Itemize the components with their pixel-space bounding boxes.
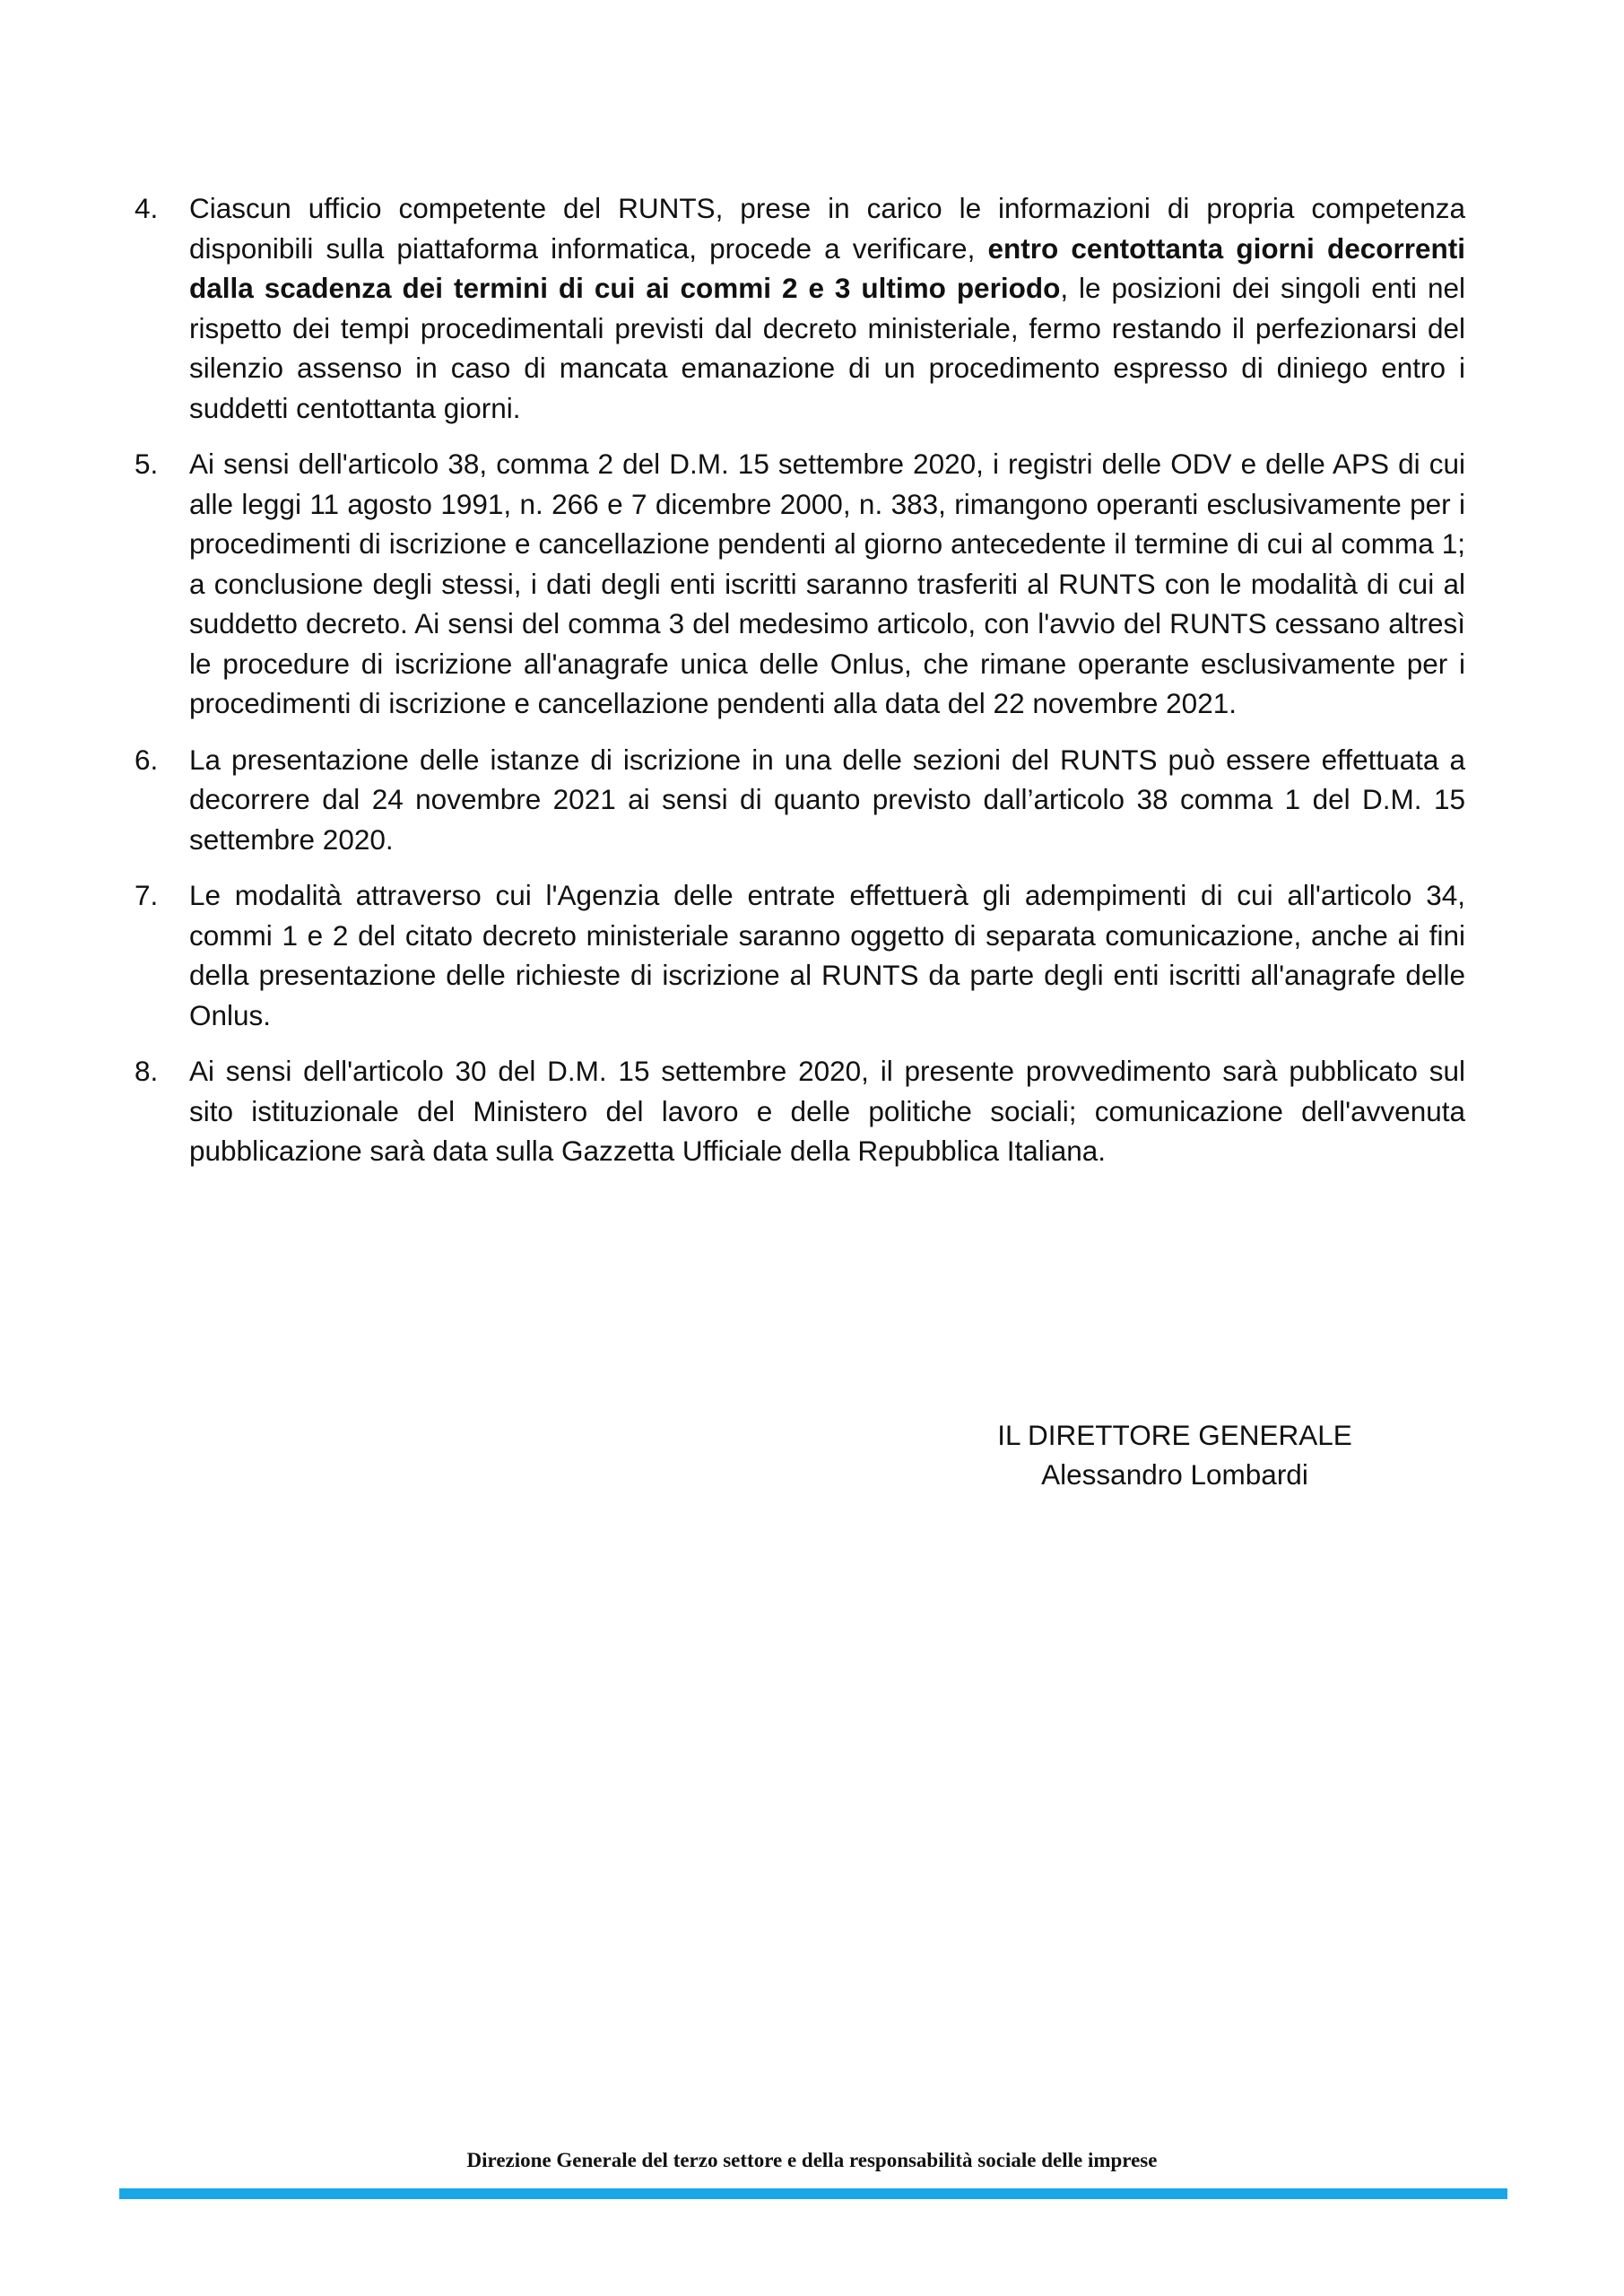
item-text-part: , le posizioni dei singoli enti nel rispetto dei tempi procedimentali previsti dal decreto ministeriale, fermo restando il perfezionarsi del silenzio assenso in caso di mancata emanazione di un procedimento espresso di diniego entro i suddetti centottanta giorni. (189, 272, 1465, 424)
item-number: 7. (135, 879, 159, 911)
footer-bar (119, 2188, 1507, 2199)
signature-block (995, 1415, 1354, 1494)
item-text-emphasis: entro centottanta giorni decorrenti dalla scadenza dei termini di cui ai commi 2 e 3 ultimo periodo (189, 231, 1466, 304)
item-text (189, 188, 1465, 428)
list-item (135, 444, 1465, 724)
item-number: 8. (135, 1055, 159, 1087)
item-text: La presentazione delle istanze di iscrizione in una delle sezioni del RUNTS può essere effettuata a decorrere dal 24 novembre 2021 ai sensi di quanto previsto dall’articolo 38 comma 1 del D.M. 15 settembre 2020. (189, 743, 1465, 856)
item-number: 6. (135, 743, 159, 776)
list-item (135, 188, 1465, 428)
list-item (135, 875, 1465, 1035)
footer-text: Direzione Generale del terzo settore e della responsabilità sociale delle imprese (466, 2149, 1158, 2171)
item-number: 4. (135, 192, 159, 224)
item-text-part: Ciascun ufficio competente del RUNTS, prese in carico le informazioni di propria competenza disponibili sulla piattaforma informatica, procede a verificare, (189, 192, 1465, 265)
item-number: 5. (135, 448, 159, 480)
list-item (135, 1051, 1465, 1171)
item-text: Le modalità attraverso cui l'Agenzia delle entrate effettuerà gli adempimenti di cui all'articolo 34, commi 1 e 2 del citato decreto ministeriale saranno oggetto di separata comunicazione, anche ai fini della presentazione delle richieste di iscrizione al RUNTS da parte degli enti iscritti all'anagrafe delle Onlus. (189, 879, 1465, 1031)
list-item (135, 740, 1465, 860)
item-text: Ai sensi dell'articolo 30 del D.M. 15 settembre 2020, il presente provvedimento sarà pubblicato sul sito istituzionale del Ministero del lavoro e delle politiche sociali; comunicazione dell'avvenuta pubblicazione sarà data sulla Gazzetta Ufficiale della Repubblica Italiana. (189, 1055, 1465, 1167)
signature-title: IL DIRETTORE GENERALE (997, 1419, 1352, 1451)
signature-name: Alessandro Lombardi (1041, 1458, 1308, 1491)
document-body (135, 188, 1465, 1187)
item-text: Ai sensi dell'articolo 38, comma 2 del D.M. 15 settembre 2020, i registri delle ODV e delle APS di cui alle leggi 11 agosto 1991, n. 266 e 7 dicembre 2000, n. 383, rimangono operanti esclusivamente per i procedimenti di iscrizione e cancellazione pendenti al giorno antecedente il termine di cui al comma 1; a conclusione degli stessi, i dati degli enti iscritti saranno trasferiti al RUNTS con le modalità di cui al suddetto decreto. Ai sensi del comma 3 del medesimo articolo, con l'avvio del RUNTS cessano altresì le procedure di iscrizione all'anagrafe unica delle Onlus, che rimane operante esclusivamente per i procedimenti di iscrizione e cancellazione pendenti alla data del 22 novembre 2021. (189, 448, 1465, 719)
